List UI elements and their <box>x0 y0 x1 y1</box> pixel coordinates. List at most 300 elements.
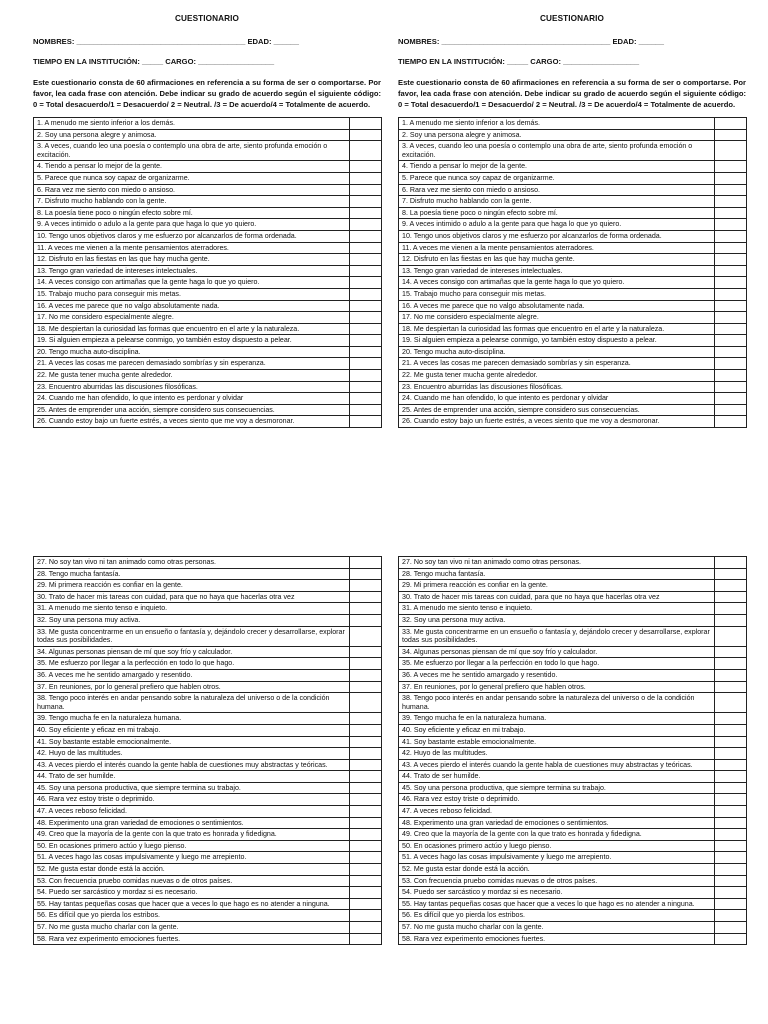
answer-cell[interactable] <box>715 184 747 196</box>
item-text: 7. Disfruto mucho hablando con la gente. <box>34 196 350 208</box>
item-text: 35. Me esfuerzo por llegar a la perfección en todo lo que hago. <box>34 658 350 670</box>
item-row <box>34 852 382 864</box>
answer-cell[interactable] <box>350 771 382 783</box>
item-row <box>34 312 382 324</box>
item-row <box>399 300 747 312</box>
answer-cell[interactable] <box>715 658 747 670</box>
item-row <box>399 794 747 806</box>
item-text: 37. En reuniones, por lo general prefiero que hablen otros. <box>34 681 350 693</box>
answer-cell[interactable] <box>715 852 747 864</box>
answer-cell[interactable] <box>350 922 382 934</box>
answer-cell[interactable] <box>350 794 382 806</box>
item-text: 14. A veces consigo con artimañas que la gente haga lo que yo quiero. <box>399 277 715 289</box>
answer-cell[interactable] <box>350 591 382 603</box>
answer-cell[interactable] <box>715 713 747 725</box>
item-text: 38. Tengo poco interés en andar pensando sobre la naturaleza del universo o de la condición humana. <box>34 693 350 713</box>
item-row <box>34 184 382 196</box>
answer-cell[interactable] <box>715 404 747 416</box>
item-text: 53. Con frecuencia pruebo comidas nuevas o de otros países. <box>399 875 715 887</box>
item-text: 45. Soy una persona productiva, que siempre termina su trabajo. <box>34 782 350 794</box>
answer-cell[interactable] <box>350 852 382 864</box>
item-row <box>399 129 747 141</box>
item-text: 23. Encuentro aburridas las discusiones filosóficas. <box>34 381 350 393</box>
answer-cell[interactable] <box>350 580 382 592</box>
answer-cell[interactable] <box>715 626 747 646</box>
item-text: 4. Tiendo a pensar lo mejor de la gente. <box>34 161 350 173</box>
page-title: CUESTIONARIO <box>175 14 239 23</box>
nombres-edad-field: NOMBRES: ________________________________________ EDAD: ______ <box>33 37 299 46</box>
answer-cell[interactable] <box>715 736 747 748</box>
item-row <box>34 242 382 254</box>
item-row <box>34 806 382 818</box>
item-row <box>34 230 382 242</box>
item-row <box>399 614 747 626</box>
answer-cell[interactable] <box>715 358 747 370</box>
item-row <box>34 172 382 184</box>
item-row <box>399 748 747 760</box>
item-row <box>34 864 382 876</box>
item-row <box>399 323 747 335</box>
instructions: Este cuestionario consta de 60 afirmaciones en referencia a su forma de ser o comportarse. Por favor, lea cada frase con atención. Debe indicar su grado de acuerdo según el siguiente código: 0 = Total desacuerdo/1 = Desacuerdo/ 2 = Neutral. /3 = De acuerdo/4 = Totalmente de acuerdo. <box>33 78 381 109</box>
item-row <box>399 277 747 289</box>
item-row <box>34 658 382 670</box>
answer-cell[interactable] <box>715 254 747 266</box>
item-row <box>399 681 747 693</box>
item-text: 16. A veces me parece que no valgo absolutamente nada. <box>399 300 715 312</box>
item-row <box>399 416 747 428</box>
questionnaire-left-page2 <box>33 556 381 945</box>
item-row <box>399 219 747 231</box>
answer-cell[interactable] <box>350 898 382 910</box>
item-row <box>399 312 747 324</box>
item-row <box>34 141 382 161</box>
nombres-edad-field: NOMBRES: ________________________________________ EDAD: ______ <box>398 37 664 46</box>
item-row <box>34 196 382 208</box>
answer-cell[interactable] <box>715 910 747 922</box>
item-row <box>34 646 382 658</box>
item-text: 36. A veces me he sentido amargado y resentido. <box>399 669 715 681</box>
item-row <box>34 840 382 852</box>
answer-cell[interactable] <box>350 300 382 312</box>
answer-cell[interactable] <box>715 591 747 603</box>
item-text: 18. Me despiertan la curiosidad las formas que encuentro en el arte y la naturaleza. <box>399 323 715 335</box>
answer-cell[interactable] <box>350 759 382 771</box>
answer-cell[interactable] <box>715 381 747 393</box>
answer-cell[interactable] <box>715 141 747 161</box>
answer-cell[interactable] <box>350 614 382 626</box>
item-row <box>399 864 747 876</box>
item-text: 5. Parece que nunca soy capaz de organizarme. <box>34 172 350 184</box>
answer-cell[interactable] <box>350 323 382 335</box>
item-text: 28. Tengo mucha fantasía. <box>34 568 350 580</box>
item-text: 12. Disfruto en las fiestas en las que hay mucha gente. <box>399 254 715 266</box>
answer-cell[interactable] <box>350 129 382 141</box>
answer-cell[interactable] <box>350 118 382 130</box>
answer-cell[interactable] <box>350 646 382 658</box>
item-row <box>34 370 382 382</box>
item-text: 56. Es difícil que yo pierda los estribos. <box>34 910 350 922</box>
item-text: 33. Me gusta concentrarme en un ensueño o fantasía y, dejándolo crecer y desarrollarse, explorar todas sus posibilidades. <box>399 626 715 646</box>
item-text: 20. Tengo mucha auto-disciplina. <box>399 346 715 358</box>
item-row <box>399 724 747 736</box>
answer-cell[interactable] <box>715 771 747 783</box>
item-row <box>34 782 382 794</box>
item-row <box>399 933 747 945</box>
item-text: 46. Rara vez estoy triste o deprimido. <box>34 794 350 806</box>
item-text: 40. Soy eficiente y eficaz en mi trabajo. <box>399 724 715 736</box>
item-row <box>399 335 747 347</box>
item-text: 28. Tengo mucha fantasía. <box>399 568 715 580</box>
item-row <box>399 713 747 725</box>
answer-cell[interactable] <box>715 603 747 615</box>
answer-cell[interactable] <box>350 230 382 242</box>
item-text: 45. Soy una persona productiva, que siempre termina su trabajo. <box>399 782 715 794</box>
item-row <box>34 591 382 603</box>
item-text: 30. Trato de hacer mis tareas con cuidad, para que no haya que hacerlas otra vez <box>34 591 350 603</box>
item-text: 13. Tengo gran variedad de intereses intelectuales. <box>399 265 715 277</box>
item-text: 14. A veces consigo con artimañas que la gente haga lo que yo quiero. <box>34 277 350 289</box>
answer-cell[interactable] <box>350 141 382 161</box>
item-row <box>399 910 747 922</box>
item-row <box>399 184 747 196</box>
answer-cell[interactable] <box>715 580 747 592</box>
item-text: 11. A veces me vienen a la mente pensamientos aterradores. <box>399 242 715 254</box>
answer-cell[interactable] <box>350 875 382 887</box>
answer-cell[interactable] <box>350 219 382 231</box>
item-row <box>399 759 747 771</box>
answer-cell[interactable] <box>715 794 747 806</box>
item-text: 7. Disfruto mucho hablando con la gente. <box>399 196 715 208</box>
item-text: 42. Huyo de las multitudes. <box>34 748 350 760</box>
item-text: 24. Cuando me han ofendido, lo que intento es perdonar y olvidar <box>34 393 350 405</box>
item-row <box>34 118 382 130</box>
item-row <box>399 829 747 841</box>
answer-cell[interactable] <box>715 118 747 130</box>
item-row <box>34 759 382 771</box>
answer-cell[interactable] <box>350 404 382 416</box>
item-text: 47. A veces reboso felicidad. <box>399 806 715 818</box>
item-text: 54. Puedo ser sarcástico y mordaz si es necesario. <box>399 887 715 899</box>
answer-cell[interactable] <box>715 806 747 818</box>
item-row <box>34 346 382 358</box>
answer-cell[interactable] <box>350 393 382 405</box>
item-text: 18. Me despiertan la curiosidad las formas que encuentro en el arte y la naturaleza. <box>34 323 350 335</box>
item-text: 46. Rara vez estoy triste o deprimido. <box>399 794 715 806</box>
item-text: 21. A veces las cosas me parecen demasiado sombrías y sin esperanza. <box>399 358 715 370</box>
item-text: 26. Cuando estoy bajo un fuerte estrés, a veces siento que me voy a desmoronar. <box>34 416 350 428</box>
answer-cell[interactable] <box>715 614 747 626</box>
answer-cell[interactable] <box>715 759 747 771</box>
answer-cell[interactable] <box>715 646 747 658</box>
item-row <box>399 161 747 173</box>
answer-cell[interactable] <box>350 312 382 324</box>
item-row <box>399 693 747 713</box>
item-row <box>34 794 382 806</box>
item-text: 31. A menudo me siento tenso e inquieto. <box>34 603 350 615</box>
item-row <box>34 875 382 887</box>
item-text: 22. Me gusta tener mucha gente alrededor. <box>34 370 350 382</box>
item-text: 22. Me gusta tener mucha gente alrededor. <box>399 370 715 382</box>
items-table <box>33 556 382 945</box>
item-row <box>399 254 747 266</box>
answer-cell[interactable] <box>350 557 382 569</box>
answer-cell[interactable] <box>715 817 747 829</box>
answer-cell[interactable] <box>350 626 382 646</box>
answer-cell[interactable] <box>715 230 747 242</box>
item-text: 40. Soy eficiente y eficaz en mi trabajo. <box>34 724 350 736</box>
answer-cell[interactable] <box>350 782 382 794</box>
answer-cell[interactable] <box>350 207 382 219</box>
answer-cell[interactable] <box>350 724 382 736</box>
answer-cell[interactable] <box>715 323 747 335</box>
item-text: 49. Creo que la mayoría de la gente con la que trato es honrada y fidedigna. <box>34 829 350 841</box>
answer-cell[interactable] <box>350 172 382 184</box>
item-row <box>399 370 747 382</box>
item-text: 10. Tengo unos objetivos claros y me esfuerzo por alcanzarlos de forma ordenada. <box>34 230 350 242</box>
item-row <box>34 580 382 592</box>
item-text: 39. Tengo mucha fe en la naturaleza humana. <box>34 713 350 725</box>
item-row <box>399 887 747 899</box>
item-row <box>34 681 382 693</box>
answer-cell[interactable] <box>715 277 747 289</box>
item-text: 44. Trato de ser humilde. <box>399 771 715 783</box>
page-title: CUESTIONARIO <box>540 14 604 23</box>
item-row <box>34 323 382 335</box>
answer-cell[interactable] <box>350 381 382 393</box>
item-text: 23. Encuentro aburridas las discusiones filosóficas. <box>399 381 715 393</box>
answer-cell[interactable] <box>715 346 747 358</box>
answer-cell[interactable] <box>350 693 382 713</box>
item-row <box>399 346 747 358</box>
tiempo-cargo-field: TIEMPO EN LA INSTITUCIÓN: _____ CARGO: __________________ <box>33 57 275 66</box>
answer-cell[interactable] <box>350 658 382 670</box>
item-text: 21. A veces las cosas me parecen demasiado sombrías y sin esperanza. <box>34 358 350 370</box>
item-text: 27. No soy tan vivo ni tan animado como otras personas. <box>399 557 715 569</box>
item-row <box>34 207 382 219</box>
item-row <box>399 141 747 161</box>
answer-cell[interactable] <box>715 724 747 736</box>
items-table <box>33 117 382 428</box>
item-text: 47. A veces reboso felicidad. <box>34 806 350 818</box>
item-text: 17. No me considero especialmente alegre. <box>399 312 715 324</box>
answer-cell[interactable] <box>350 346 382 358</box>
tiempo-cargo-field: TIEMPO EN LA INSTITUCIÓN: _____ CARGO: __________________ <box>398 57 640 66</box>
answer-cell[interactable] <box>715 681 747 693</box>
item-row <box>399 568 747 580</box>
answer-cell[interactable] <box>715 933 747 945</box>
item-row <box>399 646 747 658</box>
item-text: 36. A veces me he sentido amargado y resentido. <box>34 669 350 681</box>
answer-cell[interactable] <box>715 568 747 580</box>
item-text: 41. Soy bastante estable emocionalmente. <box>399 736 715 748</box>
answer-cell[interactable] <box>715 887 747 899</box>
answer-cell[interactable] <box>350 242 382 254</box>
item-row <box>34 416 382 428</box>
answer-cell[interactable] <box>715 312 747 324</box>
answer-cell[interactable] <box>715 782 747 794</box>
answer-cell[interactable] <box>350 806 382 818</box>
answer-cell[interactable] <box>350 864 382 876</box>
item-row <box>399 591 747 603</box>
items-table <box>398 117 747 428</box>
item-text: 19. Si alguien empieza a pelearse conmigo, yo también estoy dispuesto a pelear. <box>34 335 350 347</box>
answer-cell[interactable] <box>350 910 382 922</box>
answer-cell[interactable] <box>350 161 382 173</box>
item-row <box>399 381 747 393</box>
answer-cell[interactable] <box>350 817 382 829</box>
answer-cell[interactable] <box>715 669 747 681</box>
answer-cell[interactable] <box>350 603 382 615</box>
item-text: 9. A veces intimido o adulo a la gente para que haga lo que yo quiero. <box>399 219 715 231</box>
answer-cell[interactable] <box>715 829 747 841</box>
item-row <box>34 817 382 829</box>
item-row <box>34 288 382 300</box>
item-text: 48. Experimento una gran variedad de emociones o sentimientos. <box>34 817 350 829</box>
item-row <box>34 219 382 231</box>
item-row <box>34 603 382 615</box>
answer-cell[interactable] <box>350 568 382 580</box>
item-row <box>34 829 382 841</box>
item-row <box>34 922 382 934</box>
answer-cell[interactable] <box>350 254 382 266</box>
answer-cell[interactable] <box>350 713 382 725</box>
item-row <box>399 580 747 592</box>
item-text: 19. Si alguien empieza a pelearse conmigo, yo también estoy dispuesto a pelear. <box>399 335 715 347</box>
item-row <box>34 933 382 945</box>
item-row <box>399 196 747 208</box>
item-row <box>34 335 382 347</box>
item-row <box>399 404 747 416</box>
answer-cell[interactable] <box>350 288 382 300</box>
item-row <box>399 118 747 130</box>
item-text: 2. Soy una persona alegre y animosa. <box>34 129 350 141</box>
answer-cell[interactable] <box>715 393 747 405</box>
item-text: 16. A veces me parece que no valgo absolutamente nada. <box>34 300 350 312</box>
item-text: 35. Me esfuerzo por llegar a la perfección en todo lo que hago. <box>399 658 715 670</box>
answer-cell[interactable] <box>715 265 747 277</box>
item-text: 17. No me considero especialmente alegre. <box>34 312 350 324</box>
answer-cell[interactable] <box>715 129 747 141</box>
item-row <box>34 724 382 736</box>
answer-cell[interactable] <box>350 416 382 428</box>
answer-cell[interactable] <box>350 887 382 899</box>
item-text: 26. Cuando estoy bajo un fuerte estrés, a veces siento que me voy a desmoronar. <box>399 416 715 428</box>
item-text: 34. Algunas personas piensan de mí que soy frío y calculador. <box>34 646 350 658</box>
answer-cell[interactable] <box>350 358 382 370</box>
item-row <box>34 736 382 748</box>
answer-cell[interactable] <box>350 736 382 748</box>
item-text: 52. Me gusta estar donde está la acción. <box>399 864 715 876</box>
item-row <box>34 129 382 141</box>
item-row <box>399 658 747 670</box>
answer-cell[interactable] <box>350 196 382 208</box>
item-text: 2. Soy una persona alegre y animosa. <box>399 129 715 141</box>
item-row <box>399 875 747 887</box>
answer-cell[interactable] <box>715 416 747 428</box>
item-text: 32. Soy una persona muy activa. <box>399 614 715 626</box>
item-row <box>34 404 382 416</box>
item-row <box>399 771 747 783</box>
item-text: 3. A veces, cuando leo una poesía o contemplo una obra de arte, siento profunda emoción o excitación. <box>34 141 350 161</box>
item-text: 51. A veces hago las cosas impulsivamente y luego me arrepiento. <box>399 852 715 864</box>
answer-cell[interactable] <box>715 922 747 934</box>
answer-cell[interactable] <box>715 748 747 760</box>
instructions: Este cuestionario consta de 60 afirmaciones en referencia a su forma de ser o comportarse. Por favor, lea cada frase con atención. Debe indicar su grado de acuerdo según el siguiente código: 0 = Total desacuerdo/1 = Desacuerdo/ 2 = Neutral. /3 = De acuerdo/4 = Totalmente de acuerdo. <box>398 78 746 109</box>
answer-cell[interactable] <box>715 875 747 887</box>
answer-cell[interactable] <box>715 840 747 852</box>
item-text: 39. Tengo mucha fe en la naturaleza humana. <box>399 713 715 725</box>
answer-cell[interactable] <box>350 184 382 196</box>
answer-cell[interactable] <box>715 335 747 347</box>
item-text: 32. Soy una persona muy activa. <box>34 614 350 626</box>
answer-cell[interactable] <box>715 370 747 382</box>
item-text: 58. Rara vez experimento emociones fuertes. <box>399 933 715 945</box>
answer-cell[interactable] <box>350 370 382 382</box>
answer-cell[interactable] <box>715 242 747 254</box>
item-text: 29. Mi primera reacción es confiar en la gente. <box>399 580 715 592</box>
item-text: 58. Rara vez experimento emociones fuertes. <box>34 933 350 945</box>
answer-cell[interactable] <box>715 172 747 184</box>
answer-cell[interactable] <box>715 898 747 910</box>
item-row <box>34 748 382 760</box>
item-row <box>399 288 747 300</box>
item-text: 25. Antes de emprender una acción, siempre considero sus consecuencias. <box>34 404 350 416</box>
item-row <box>34 254 382 266</box>
item-text: 4. Tiendo a pensar lo mejor de la gente. <box>399 161 715 173</box>
answer-cell[interactable] <box>715 161 747 173</box>
item-row <box>399 782 747 794</box>
item-text: 15. Trabajo mucho para conseguir mis metas. <box>399 288 715 300</box>
questionnaire-left-page1 <box>33 14 381 428</box>
answer-cell[interactable] <box>350 829 382 841</box>
item-row <box>399 393 747 405</box>
item-row <box>34 557 382 569</box>
answer-cell[interactable] <box>715 864 747 876</box>
answer-cell[interactable] <box>715 207 747 219</box>
answer-cell[interactable] <box>350 277 382 289</box>
item-text: 48. Experimento una gran variedad de emociones o sentimientos. <box>399 817 715 829</box>
answer-cell[interactable] <box>715 693 747 713</box>
item-text: 54. Puedo ser sarcástico y mordaz si es necesario. <box>34 887 350 899</box>
answer-cell[interactable] <box>715 557 747 569</box>
item-text: 56. Es difícil que yo pierda los estribos. <box>399 910 715 922</box>
answer-cell[interactable] <box>350 933 382 945</box>
item-row <box>399 265 747 277</box>
item-row <box>34 277 382 289</box>
answer-cell[interactable] <box>715 300 747 312</box>
item-text: 38. Tengo poco interés en andar pensando sobre la naturaleza del universo o de la condición humana. <box>399 693 715 713</box>
answer-cell[interactable] <box>350 748 382 760</box>
answer-cell[interactable] <box>350 265 382 277</box>
item-row <box>34 381 382 393</box>
answer-cell[interactable] <box>715 196 747 208</box>
answer-cell[interactable] <box>350 840 382 852</box>
item-text: 6. Rara vez me siento con miedo o ansioso. <box>34 184 350 196</box>
answer-cell[interactable] <box>350 335 382 347</box>
item-text: 57. No me gusta mucho charlar con la gente. <box>399 922 715 934</box>
item-text: 49. Creo que la mayoría de la gente con la que trato es honrada y fidedigna. <box>399 829 715 841</box>
answer-cell[interactable] <box>715 219 747 231</box>
item-row <box>34 887 382 899</box>
item-text: 25. Antes de emprender una acción, siempre considero sus consecuencias. <box>399 404 715 416</box>
answer-cell[interactable] <box>350 681 382 693</box>
item-text: 44. Trato de ser humilde. <box>34 771 350 783</box>
item-text: 29. Mi primera reacción es confiar en la gente. <box>34 580 350 592</box>
item-row <box>399 626 747 646</box>
answer-cell[interactable] <box>715 288 747 300</box>
answer-cell[interactable] <box>350 669 382 681</box>
item-row <box>34 614 382 626</box>
